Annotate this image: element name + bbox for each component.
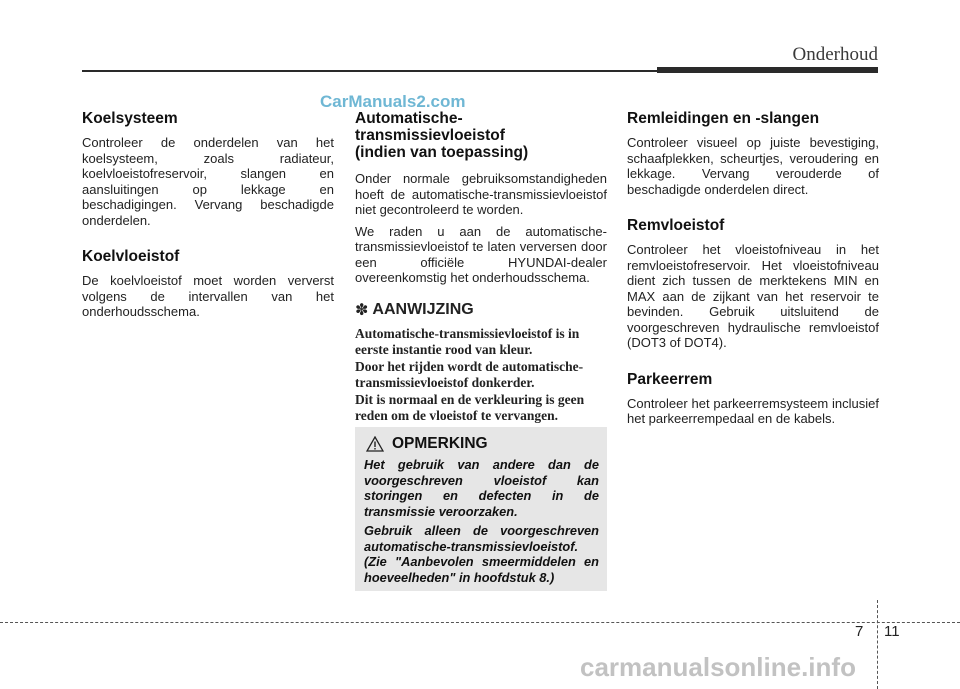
remleidingen-body: Controleer visueel op juiste bevestiging, schaafplekken, scheurtjes, veroudering en lekkage. Vervang verouderde of beschadigde onderdelen direct. (627, 135, 879, 197)
note-star-icon: ✽ (355, 301, 369, 319)
column-middle (355, 110, 607, 425)
column-right (627, 110, 879, 433)
heading-line-2: transmissievloeistof (355, 127, 505, 144)
remleidingen-heading: Remleidingen en -slangen (627, 110, 820, 127)
heading-line-3: (indien van toepassing) (355, 144, 529, 161)
caution-body-2: Gebruik alleen de voorgeschreven automatische-transmissievloeistof. (Zie "Aanbevolen smeermiddelen en hoeveelheden" in hoofdstuk 8.) (364, 523, 599, 585)
heading-line-1: Automatische- (355, 110, 463, 127)
warning-triangle-icon (366, 436, 384, 452)
caution-body-1: Het gebruik van andere dan de voorgeschreven vloeistof kan storingen en defecten in de transmissie veroorzaken. (364, 457, 599, 519)
watermark-top[interactable]: CarManuals2.com (320, 92, 466, 111)
watermark-bottom[interactable]: carmanualsonline.info (580, 652, 856, 682)
koelsysteem-body: Controleer de onderdelen van het koelsysteem, zoals radiateur, koelvloeistofreservoir, slangen en aansluitingen op lekkage en beschadigingen. Vervang beschadigde onderdelen. (82, 135, 334, 228)
koelsysteem-heading: Koelsysteem (82, 110, 178, 127)
footer-rule (0, 622, 960, 623)
note-label: AANWIJZING (372, 300, 474, 318)
transmissievloeistof-body-2: We raden u aan de automatische-transmissievloeistof te laten verversen door een officiële HYUNDAI-dealer overeenkomstig het onderhoudsschema. (355, 223, 607, 285)
koelvloeistof-heading: Koelvloeistof (82, 248, 180, 265)
remvloeistof-body: Controleer het vloeistofniveau in het remvloeistofreservoir. Het vloeistofniveau dient zich tussen de merktekens MIN en MAX aan de zijkant van het reservoir te bevinden. Gebruik uitsluitend de voorgeschreven hydraulische remvloeistof (DOT3 of DOT4). (627, 242, 879, 350)
section-title: Onderhoud (792, 44, 878, 65)
parkeerrem-body: Controleer het parkeerremsysteem inclusief het parkeerrempedaal en de kabels. (627, 395, 879, 426)
transmissievloeistof-heading (355, 110, 607, 161)
footer-divider (877, 600, 878, 689)
koelvloeistof-body: De koelvloeistof moet worden ververst volgens de intervallen van het onderhoudsschema. (82, 273, 334, 319)
note-body: Automatische-transmissievloeistof is in eerste instantie rood van kleur. Door het rijden wordt de automatische-transmissievloeistof donkerder. Dit is normaal en de verkleuring is geen reden om de vloeistof te vervangen. (355, 325, 585, 423)
caution-title: OPMERKING (392, 435, 488, 452)
header-rule-accent (657, 67, 878, 73)
caution-title-row (364, 435, 599, 453)
column-left (82, 110, 334, 326)
transmissievloeistof-body-1: Onder normale gebruiksomstandigheden hoeft de automatische-transmissievloeistof niet gecontroleerd te worden. (355, 171, 607, 217)
note-heading (355, 300, 607, 320)
chapter-number: 7 (855, 623, 864, 640)
parkeerrem-heading: Parkeerrem (627, 370, 713, 388)
caution-box (355, 427, 607, 591)
remvloeistof-heading: Remvloeistof (627, 217, 725, 234)
header-rule (82, 70, 657, 72)
page-number: 11 (884, 623, 900, 640)
